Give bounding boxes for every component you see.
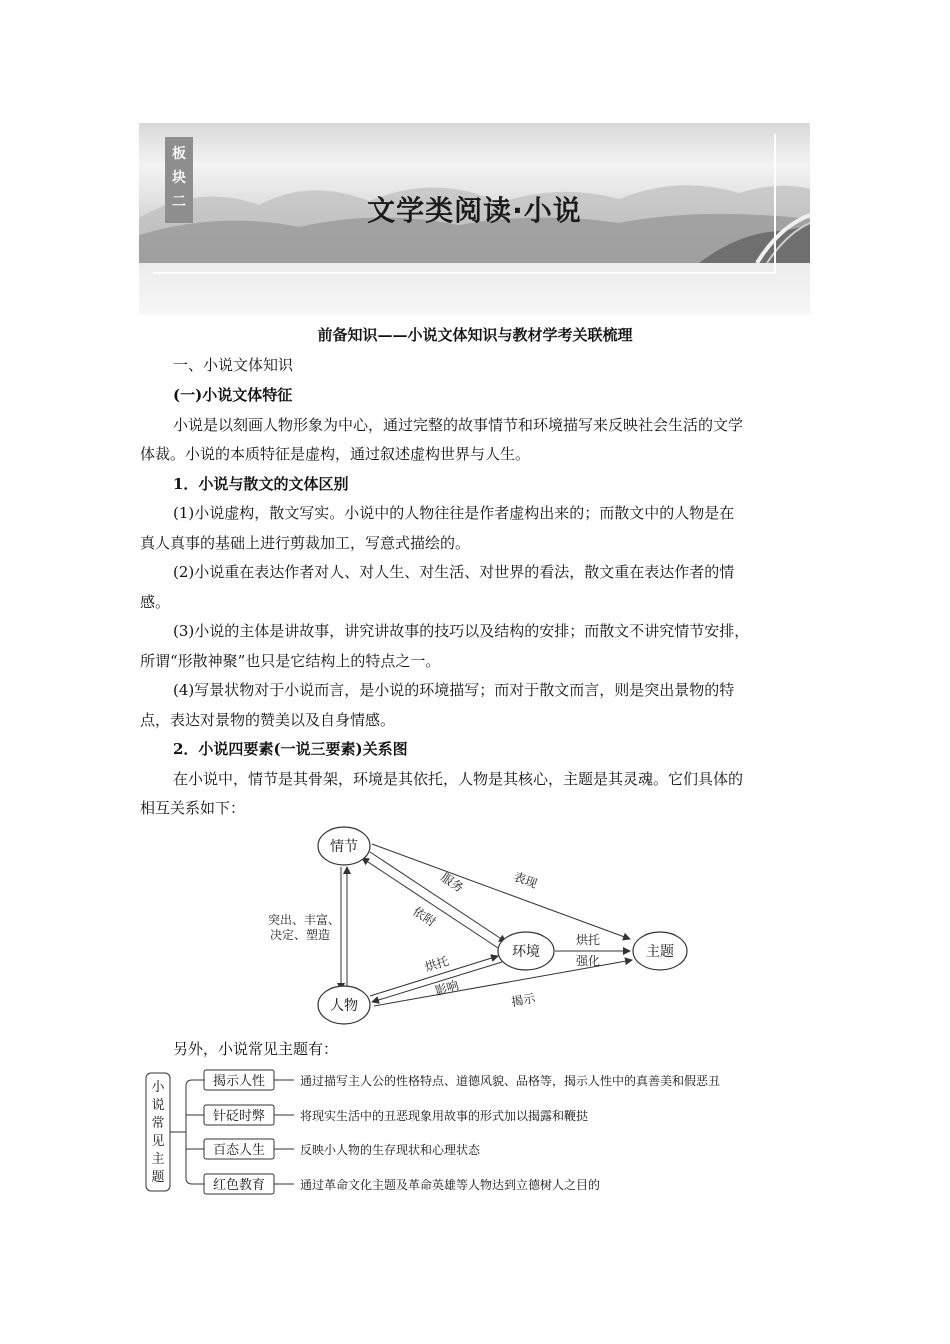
label-influence: 影响 [433, 977, 461, 999]
block-tag-char: 板 [172, 146, 186, 162]
node-plot-label: 情节 [330, 839, 358, 855]
list-item-line: (3)小说的主体是讲故事，讲究讲故事的技巧以及结构的安排；而散文不讲究情节安排， [173, 622, 750, 640]
label-serve: 服务 [438, 870, 467, 896]
sub-heading: 1．小说与散文的文体区别 [173, 475, 349, 493]
node-theme-label: 主题 [646, 944, 674, 960]
theme-name: 红色教育 [212, 1178, 266, 1193]
tree-branches [186, 1115, 204, 1149]
block-tag-char: 块 [172, 170, 186, 186]
heading-level-2: (一)小说文体特征 [173, 386, 293, 404]
themes-root-char: 小 [151, 1080, 165, 1095]
section-banner [139, 123, 810, 315]
paragraph-line: 另外，小说常见主题有： [173, 1040, 339, 1058]
label-highlight-2: 决定、塑造 [269, 928, 331, 942]
node-setting-label: 环境 [512, 944, 540, 960]
theme-name: 针砭时弊 [212, 1109, 266, 1124]
label-highlight-1: 突出、丰富、 [267, 913, 341, 927]
paragraph-line: 在小说中，情节是其骨架，环境是其依托，人物是其核心，主题是其灵魂。它们具体的 [173, 770, 744, 788]
banner-title: 文学类阅读·小说 [367, 194, 582, 227]
list-item-line: 真人真事的基础上进行剪裁加工，写意式描绘的。 [140, 534, 471, 552]
label-strengthen: 强化 [575, 954, 601, 968]
tree-branches-ends [192, 1080, 204, 1184]
paragraph-line: 小说是以刻画人物形象为中心，通过完整的故事情节和环境描写来反映社会生活的文学 [173, 416, 744, 434]
themes-root-char: 说 [151, 1098, 165, 1113]
list-item-line: (4)写景状物对于小说而言，是小说的环境描写；而对于散文而言，则是突出景物的特 [173, 681, 735, 699]
theme-description: 通过描写主人公的性格特点、道德风貌、品格等，揭示人性中的真善美和假恶丑 [300, 1074, 721, 1088]
themes-root-char: 主 [151, 1152, 165, 1167]
list-item-line: (1)小说虚构，散文写实。小说中的人物往往是作者虚构出来的；而散文中的人物是在 [173, 504, 735, 522]
arrow-setting-to-plot [362, 858, 498, 948]
label-set-off: 烘托 [575, 933, 601, 947]
paragraph-line: 相互关系如下： [140, 799, 246, 817]
theme-description: 通过革命文化主题及革命英雄等人物达到立德树人之目的 [300, 1178, 601, 1192]
sub-heading: 2．小说四要素(一说三要素)关系图 [173, 740, 408, 758]
theme-name: 揭示人性 [212, 1074, 266, 1089]
tree-bracket [186, 1080, 192, 1184]
themes-root-char: 题 [151, 1170, 165, 1185]
label-express: 表现 [511, 869, 540, 891]
theme-name: 百态人生 [212, 1143, 266, 1158]
label-attach: 依附 [410, 904, 439, 930]
theme-description: 将现实生活中的丑恶现象用故事的形式加以揭露和鞭挞 [300, 1109, 589, 1123]
label-reveal: 揭示 [510, 991, 537, 1010]
list-item-line: 所谓“形散神聚”也只是它结构上的特点之一。 [140, 652, 441, 670]
common-themes-tree [140, 1068, 820, 1198]
list-item-line: 感。 [140, 593, 171, 611]
list-item-line: (2)小说重在表达作者对人、对人生、对生活、对世界的看法，散文重在表达作者的情 [173, 563, 735, 581]
four-elements-diagram [262, 822, 692, 1028]
node-character-label: 人物 [330, 998, 358, 1014]
themes-root-char: 见 [151, 1134, 165, 1149]
list-item-line: 点，表达对景物的赞美以及自身情感。 [140, 711, 396, 729]
block-tag-char: 二 [172, 194, 186, 210]
arrow-plot-to-setting [370, 852, 506, 942]
section-title: 前备知识——小说文体知识与教材学考关联梳理 [317, 326, 633, 344]
heading-level-1: 一、小说文体知识 [173, 356, 294, 374]
theme-description: 反映小人物的生存现状和心理状态 [300, 1143, 481, 1157]
paragraph-line: 体裁。小说的本质特征是虚构，通过叙述虚构世界与人生。 [140, 445, 531, 463]
label-foil: 烘托 [423, 953, 451, 975]
arrow-plot-to-theme [372, 844, 630, 939]
themes-root-char: 常 [151, 1116, 165, 1131]
